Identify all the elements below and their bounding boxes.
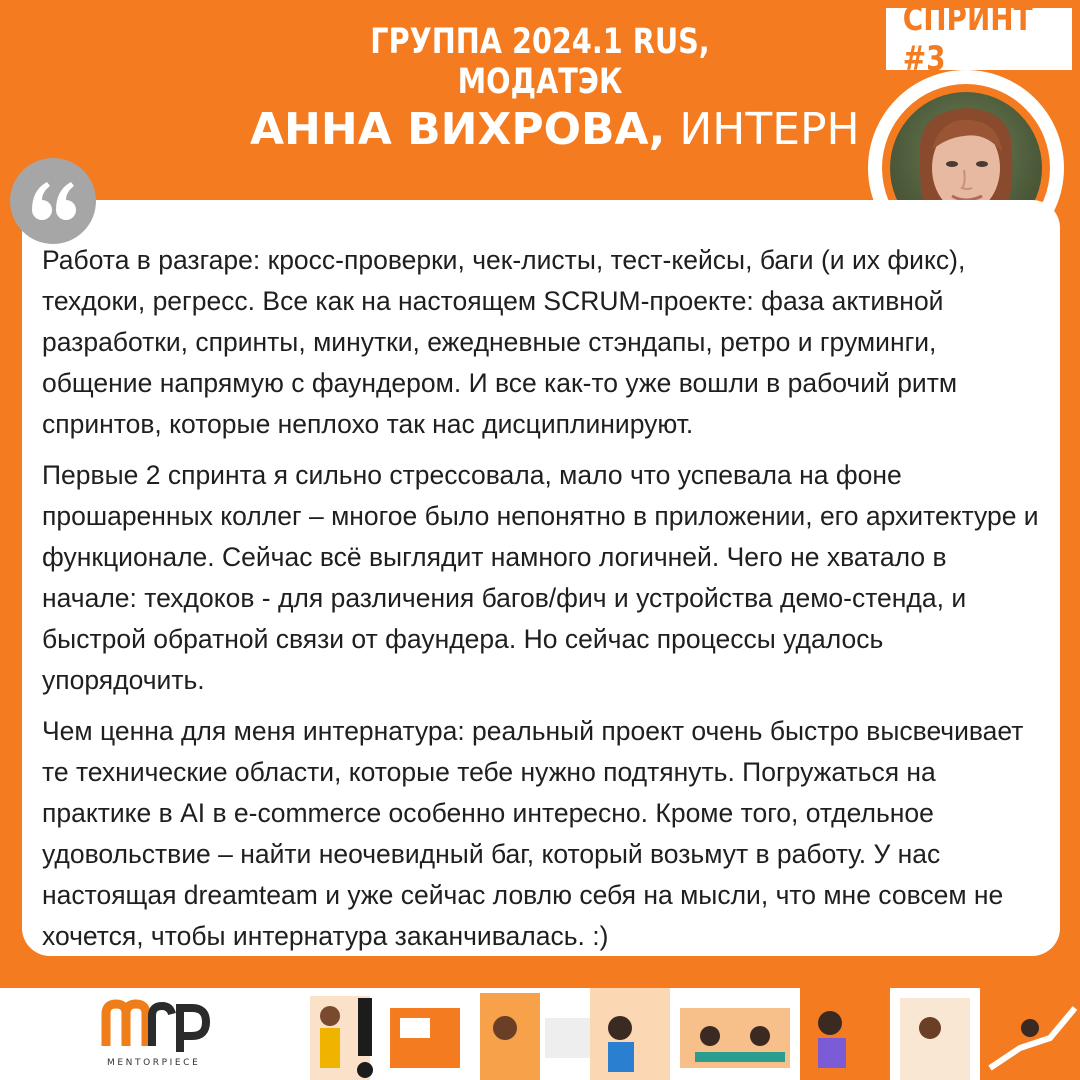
- quote-paragraph-2: Первые 2 спринта я сильно стрессовала, мало что успевала на фоне прошаренных коллег – многое было непонятно в приложении, его архитектуре и функционале. Сейчас всё выглядит намного логичней. Чего не хватало в начале: техдоков - для различения багов/фич и устройства демо-стенда, и быстрой обратной связи от фаундера. Но сейчас процессы удалось упорядочить.: [42, 460, 1039, 695]
- quote-text: [42, 240, 1042, 967]
- person-name: [250, 104, 860, 155]
- team-work-illustrations-icon: [290, 988, 1080, 1080]
- quote-paragraph-3: Чем ценна для меня интернатура: реальный проект очень быстро высвечивает те технические области, которые тебе нужно подтянуть. Погружаться на практике в AI в e-commerce особенно интересно. Кроме того, отдельное удовольствие – найти неочевидный баг, который возьмут в работу. У нас настоящая dreamteam и уже сейчас ловлю себя на мысли, что мне совсем не хочется, чтобы интернатура заканчивалась. :): [42, 716, 1024, 951]
- quote-mark-icon: [10, 158, 96, 244]
- quote-paragraph-1: Работа в разгаре: кросс-проверки, чек-листы, тест-кейсы, баги (и их фикс), техдоки, регресс. Все как на настоящем SCRUM-проекте: фаза активной разработки, спринты, минутки, ежедневные стэндапы, ретро и груминги, общение напрямую с фаундером. И все как-то уже вошли в рабочий ритм спринтов, которые неплохо так нас дисциплинируют.: [42, 245, 966, 439]
- mentorpiece-logo: [100, 994, 212, 1054]
- person-role: ИНТЕРН: [665, 104, 860, 155]
- quote-icon-circle: [10, 158, 96, 244]
- sprint-badge: [886, 0, 1072, 79]
- person-name-text: АННА ВИХРОВА,: [250, 104, 666, 155]
- logo-wordmark: MENTORPIECE: [107, 1058, 201, 1068]
- sprint-badge-label: СПРИНТ #3: [902, 0, 1033, 79]
- group-title: ГРУППА 2024.1 RUS, МОДАТЭК: [370, 22, 710, 102]
